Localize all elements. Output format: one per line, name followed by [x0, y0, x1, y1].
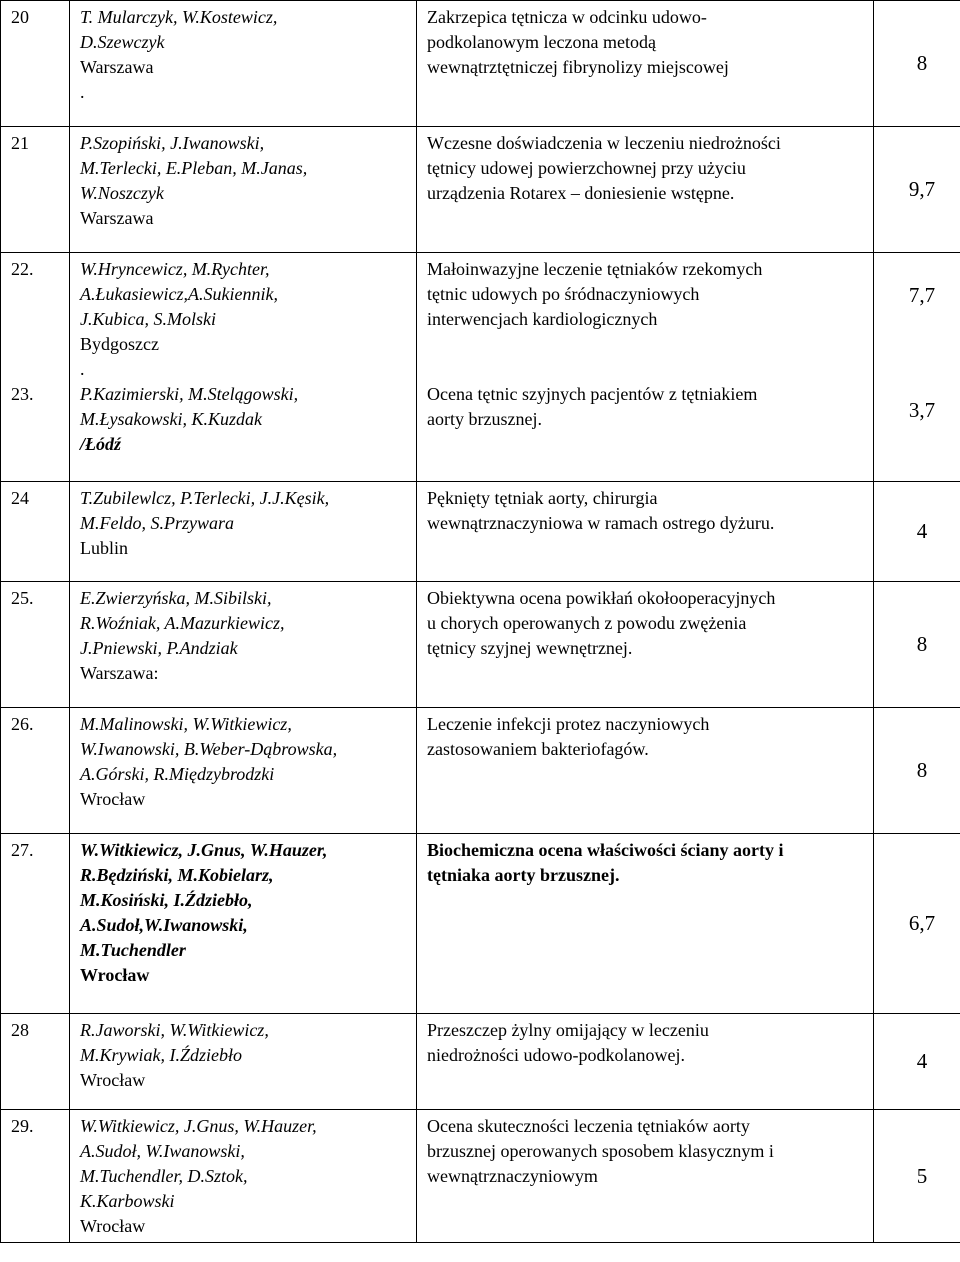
author-line: M.Krywiak, I.Ździebło [80, 1045, 242, 1065]
author-line: M.Tuchendler, D.Sztok, [80, 1166, 248, 1186]
title-line: urządzenia Rotarex – doniesienie wstępne. [427, 183, 735, 203]
author-line: M.Malinowski, W.Witkiewicz, [80, 714, 292, 734]
title-cell [417, 708, 874, 834]
authors-cell [70, 482, 417, 582]
title-line: Pęknięty tętniak aorty, chirurgia [427, 488, 658, 508]
author-line: R.Woźniak, A.Mazurkiewicz, [80, 613, 285, 633]
author-line: M.Kosiński, I.Ździebło, [80, 890, 253, 910]
authors-cell [70, 1014, 417, 1110]
table-row [1, 708, 960, 834]
title-cell [417, 834, 874, 1014]
author-line: W.Iwanowski, B.Weber-Dąbrowska, [80, 739, 338, 759]
score-value: 9,7 [908, 177, 936, 201]
score-value: 3,7 [908, 398, 936, 422]
author-line: T.Zubilewlcz, P.Terlecki, J.J.Kęsik, [80, 488, 330, 508]
city: Warszawa: [80, 663, 159, 683]
entry-number: 28 [11, 1020, 29, 1040]
title-line: Wczesne doświadczenia w leczeniu niedrożności [427, 133, 781, 153]
title-line: Leczenie infekcji protez naczyniowych [427, 714, 710, 734]
author-line: R.Jaworski, W.Witkiewicz, [80, 1020, 269, 1040]
score-value: 7,7 [908, 283, 936, 307]
authors-cell [70, 582, 417, 708]
title-cell [417, 253, 874, 482]
table-row [1, 834, 960, 1014]
title-line: brzusznej operowanych sposobem klasycznym i [427, 1141, 774, 1161]
table-row [1, 582, 960, 708]
author-line: J.Pniewski, P.Andziak [80, 638, 238, 658]
author-line: W.Witkiewicz, J.Gnus, W.Hauzer, [80, 1116, 317, 1136]
author-line: A.Łukasiewicz,A.Sukiennik, [80, 284, 278, 304]
entry-number-cell [1, 127, 70, 253]
author-line: M.Łysakowski, K.Kuzdak [80, 409, 262, 429]
entry-number-cell [1, 708, 70, 834]
score-value: 8 [916, 51, 928, 75]
entry-number: 25. [11, 588, 34, 608]
score-cell [874, 708, 960, 834]
authors-cell [70, 1110, 417, 1243]
title-line: tętniaka aorty brzusznej. [427, 865, 620, 885]
city: Wrocław [80, 1216, 146, 1236]
entry-number: 26. [11, 714, 34, 734]
authors-cell [70, 253, 417, 482]
author-line: M.Tuchendler [80, 940, 186, 960]
spacer [11, 282, 63, 382]
entry-number-cell [1, 1110, 70, 1243]
score-cell [874, 482, 960, 582]
authors-cell [70, 834, 417, 1014]
author-line: A.Sudoł,W.Iwanowski, [80, 915, 248, 935]
city: /Łódź [80, 434, 122, 454]
city: Lublin [80, 538, 128, 558]
title-line: zastosowaniem bakteriofagów. [427, 739, 649, 759]
author-line: W.Hryncewicz, M.Rychter, [80, 259, 270, 279]
city: Wrocław [80, 965, 150, 985]
title-line: Przeszczep żylny omijający w leczeniu [427, 1020, 709, 1040]
entry-number-cell [1, 482, 70, 582]
entry-number-cell [1, 253, 70, 482]
title-line: interwencjach kardiologicznych [427, 309, 658, 329]
city: Warszawa [80, 57, 154, 77]
city: Wrocław [80, 1070, 146, 1090]
author-line: T. Mularczyk, W.Kostewicz, [80, 7, 278, 27]
author-line: E.Zwierzyńska, M.Sibilski, [80, 588, 272, 608]
table-row [1, 253, 960, 482]
table-row [1, 1014, 960, 1110]
authors-cell [70, 1, 417, 127]
title-cell [417, 127, 874, 253]
title-line: Obiektywna ocena powikłań okołooperacyjnych [427, 588, 776, 608]
title-cell [417, 1110, 874, 1243]
table-row [1, 127, 960, 253]
table-body [1, 1, 960, 1243]
author-line: K.Karbowski [80, 1191, 175, 1211]
city-suffix: . [80, 82, 85, 102]
title-line: Biochemiczna ocena właściwości ściany aorty i [427, 840, 784, 860]
score-value: 5 [916, 1163, 928, 1188]
entry-number: 21 [11, 133, 29, 153]
title-line: Zakrzepica tętnicza w odcinku udowo- [427, 7, 707, 27]
score-cell [874, 127, 960, 253]
title-line: Ocena tętnic szyjnych pacjentów z tętniakiem [427, 384, 758, 404]
spacer [427, 332, 867, 382]
title-cell [417, 1, 874, 127]
score-value: 8 [916, 758, 928, 782]
title-line: Ocena skuteczności leczenia tętniaków aorty [427, 1116, 750, 1136]
entry-number-cell [1, 1, 70, 127]
title-cell [417, 582, 874, 708]
entry-number: 27. [11, 840, 34, 860]
author-line: W.Witkiewicz, J.Gnus, W.Hauzer, [80, 840, 328, 860]
title-line: aorty brzusznej. [427, 409, 542, 429]
city: Warszawa [80, 208, 154, 228]
score-cell [874, 1014, 960, 1110]
entry-number: 24 [11, 488, 29, 508]
author-line: R.Będziński, M.Kobielarz, [80, 865, 274, 885]
score-value: 4 [916, 519, 928, 543]
author-line: A.Sudoł, W.Iwanowski, [80, 1141, 245, 1161]
score-cell [874, 253, 960, 482]
city: Wrocław [80, 789, 146, 809]
title-line: wewnątrznaczyniowa w ramach ostrego dyżuru. [427, 513, 775, 533]
entry-number: 29. [11, 1116, 34, 1136]
table-row [1, 1110, 960, 1243]
title-cell [417, 1014, 874, 1110]
author-line: M.Terlecki, E.Pleban, M.Janas, [80, 158, 308, 178]
entry-number-cell [1, 582, 70, 708]
score-value: 6,7 [908, 911, 936, 935]
authors-cell [70, 708, 417, 834]
entry-number: 20 [11, 7, 29, 27]
table-row [1, 482, 960, 582]
entry-number-cell [1, 1014, 70, 1110]
title-line: tętnicy udowej powierzchownej przy użyciu [427, 158, 746, 178]
title-line: wewnątrznaczyniowym [427, 1166, 598, 1186]
score-value: 4 [916, 1049, 928, 1073]
entry-number-cell [1, 834, 70, 1014]
author-line: A.Górski, R.Międzybrodzki [80, 764, 275, 784]
score-cell [874, 834, 960, 1014]
title-line: niedrożności udowo-podkolanowej. [427, 1045, 685, 1065]
title-line: u chorych operowanych z powodu zwężenia [427, 613, 747, 633]
score-value: 8 [916, 632, 928, 656]
author-line: M.Feldo, S.Przywara [80, 513, 234, 533]
title-line: tętnic udowych po śródnaczyniowych [427, 284, 700, 304]
score-cell [874, 1110, 960, 1243]
title-line: Małoinwazyjne leczenie tętniaków rzekomych [427, 259, 763, 279]
author-line: D.Szewczyk [80, 32, 165, 52]
title-line: wewnątrztętniczej fibrynolizy miejscowej [427, 57, 729, 77]
author-line: J.Kubica, S.Molski [80, 309, 216, 329]
city: Bydgoszcz [80, 334, 159, 354]
entry-number: 22. [11, 259, 34, 279]
table-row [1, 1, 960, 127]
title-line: podkolanowym leczona metodą [427, 32, 656, 52]
entry-number: 23. [11, 384, 34, 404]
authors-cell [70, 127, 417, 253]
author-line: P.Kazimierski, M.Stelągowski, [80, 384, 299, 404]
author-line: W.Noszczyk [80, 183, 164, 203]
title-line: tętnicy szyjnej wewnętrznej. [427, 638, 633, 658]
title-cell [417, 482, 874, 582]
author-line: P.Szopiński, J.Iwanowski, [80, 133, 265, 153]
city-suffix: . [80, 359, 85, 379]
score-cell [874, 1, 960, 127]
score-cell [874, 582, 960, 708]
